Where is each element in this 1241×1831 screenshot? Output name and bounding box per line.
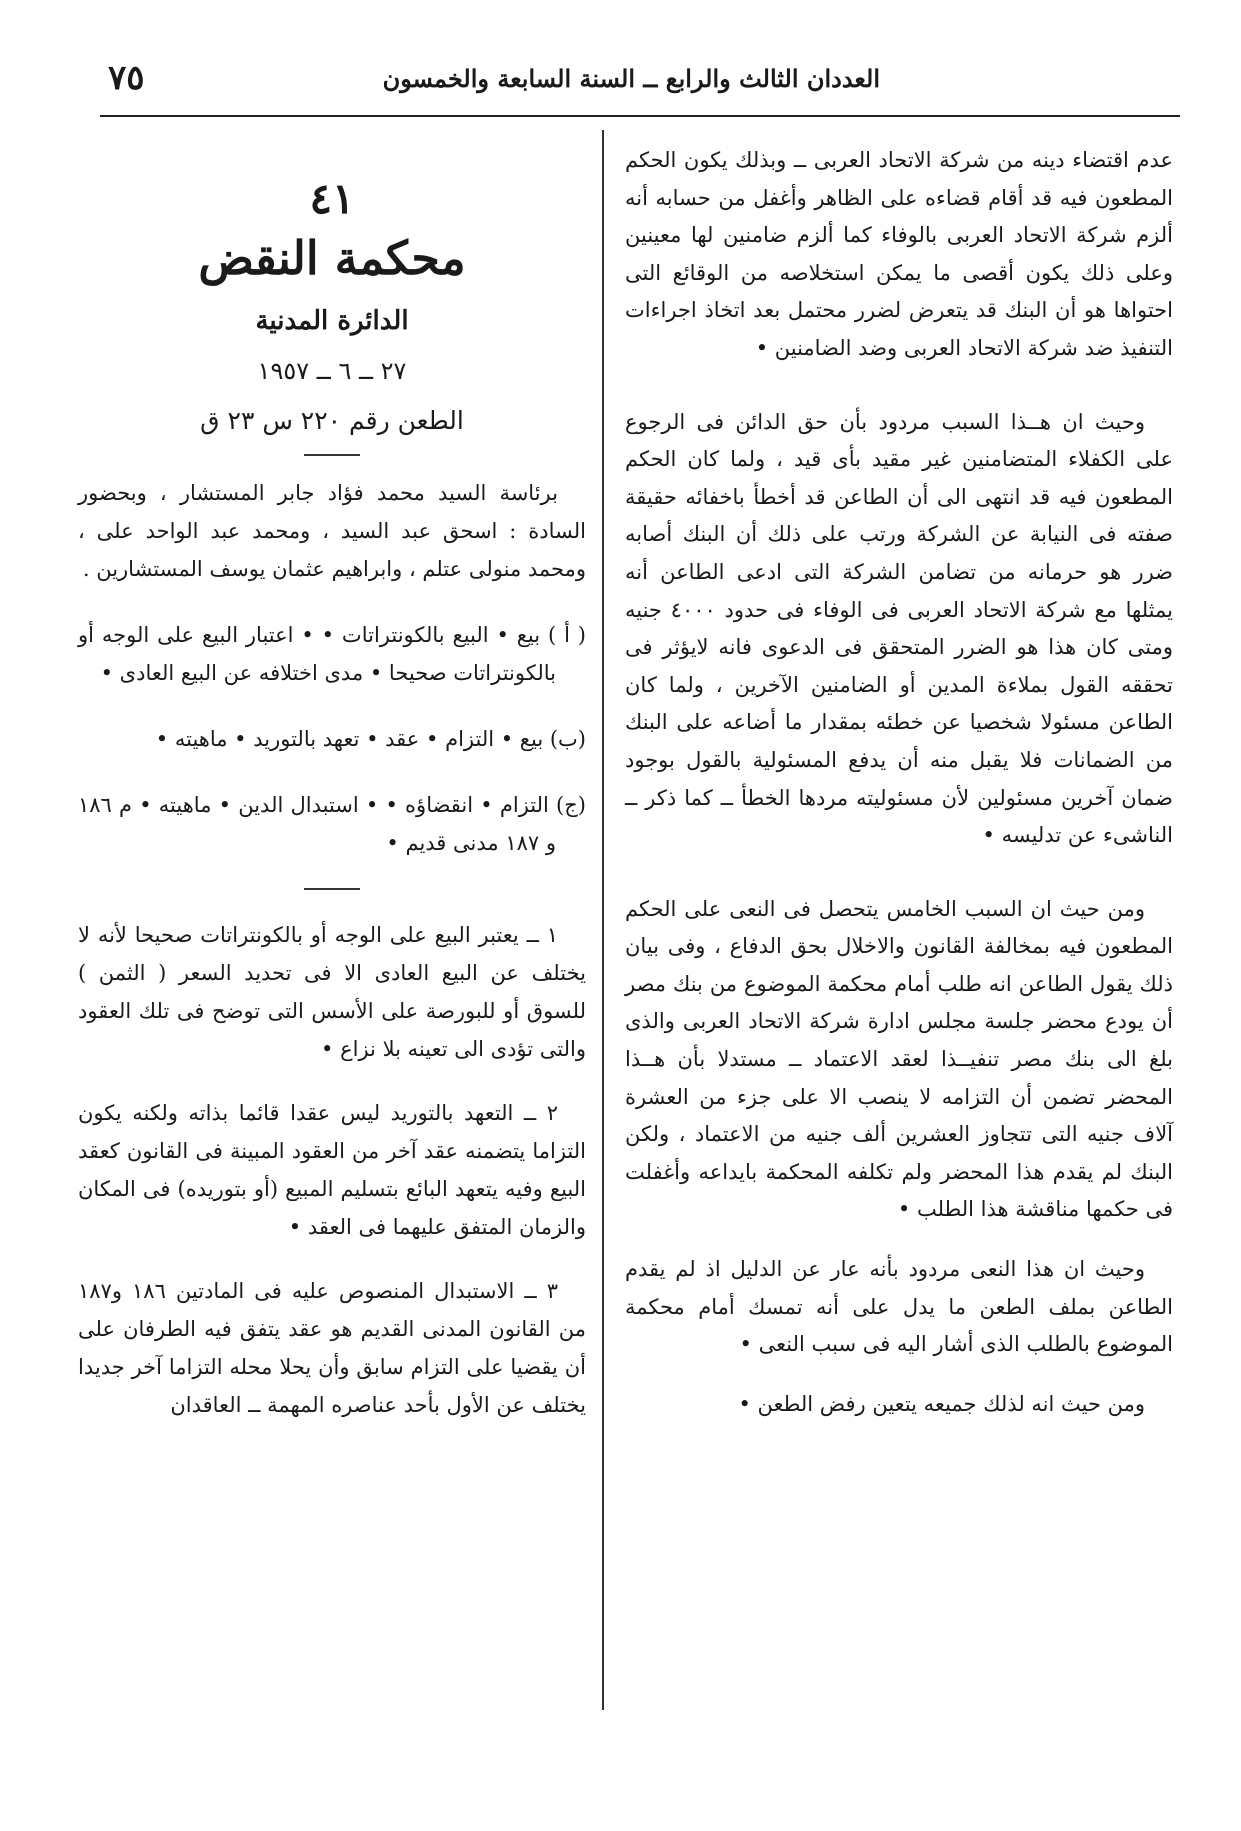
right-column: [625, 142, 1173, 1423]
column-divider: [602, 130, 604, 1710]
paragraph: ومن حيث ان السبب الخامس يتحصل فى النعى على الحكم المطعون فيه بمخالفة القانون والاخلال بحق الدفاع ، وفى بيان ذلك يقول الطاعن انه طلب أمام محكمة الموضوع من بنك مصر أن يودع محضر جلسة مجلس ادارة شركة الاتحاد العربى والذى بلغ الى بنك مصر تنفيــذا لعقد الاعتماد ــ مستدلا بأن هــذا المحضر تضمن أن التزامه لا ينصب الا على جزء من العشرة آلاف جنيه التى تتجاوز العشرين ألف جنيه من الاعتماد ، ولكن البنك لم يقدم هذا المحضر ولم تكلفه المحكمة بايداعه وأغفلت فى حكمها مناقشة هذا الطلب •: [625, 896, 1173, 1222]
appeal-number: الطعن رقم ٢٢٠ س ٢٣ ق: [200, 406, 464, 435]
page-header: [100, 58, 1180, 106]
principle-1: ١ ــ يعتبر البيع على الوجه أو بالكونتراتات صحيحا لأنه لا يختلف عن البيع العادى الا فى تحديد السعر ( الثمن ) للسوق أو للبورصة على الأسس التى توضح فى تلك العقود والتى تؤدى الى تعينه بلا نزاع •: [78, 923, 586, 1061]
page-number: ٧٥: [108, 58, 145, 98]
paragraph: ومن حيث انه لذلك جميعه يتعين رفض الطعن •: [738, 1391, 1145, 1416]
circuit-name: الدائرة المدنية: [255, 306, 409, 336]
principle-2: ٢ ــ التعهد بالتوريد ليس عقدا قائما بذاته ولكنه يكون التزاما يتضمنه عقد آخر من العقود المبينة فى القانون كعقد البيع وفيه يتعهد البائع بتسليم المبيع (أو بتوريده) فى المكان والزمان المتفق عليهما فى العقد •: [78, 1101, 586, 1239]
paragraph: عدم اقتضاء دينه من شركة الاتحاد العربى ــ وبذلك يكون الحكم المطعون فيه قد أقام قضاءه على الظاهر وأغفل من حسابه أنه ألزم شركة الاتحاد العربى بالوفاء كما ألزم ضامنين لها معينين وعلى ذلك يكون أقصى ما يمكن استخلاصه من الوقائع التى احتواها هو أن البنك قد يتعرض لضرر محتمل بعد اتخاذ اجراءات التنفيذ ضد شركة الاتحاد العربى وضد الضامنين •: [625, 148, 1173, 360]
judgment-date: ٢٧ ــ ٦ ــ ١٩٥٧: [257, 357, 407, 385]
header-rule: [100, 115, 1180, 117]
topic-a: ( أ ) بيع • البيع بالكونتراتات • • اعتبار البيع على الوجه أو بالكونتراتات صحيحا • مدى اختلافه عن البيع العادى •: [78, 623, 586, 685]
section-rule: [304, 888, 360, 890]
principle-3: ٣ ــ الاستبدال المنصوص عليه فى المادتين ١٨٦ و١٨٧ من القانون المدنى القديم هو عقد يتفق فيه الطرفان على أن يقضيا على التزام سابق وأن يحلا محله التزاما آخر جديدا يختلف عن الأول بأحد عناصره المهمة ــ العاقدان: [78, 1279, 586, 1417]
topic-b: (ب) بيع • التزام • عقد • تعهد بالتوريد • ماهيته •: [155, 727, 586, 751]
topic-c: (ج) التزام • انقضاؤه • • استبدال الدين • ماهيته • م ١٨٦ و ١٨٧ مدنى قديم •: [78, 793, 586, 855]
section-rule: [304, 454, 360, 456]
left-column: [78, 174, 586, 1424]
paragraph: وحيث ان هذا النعى مردود بأنه عار عن الدليل اذ لم يقدم الطاعن بملف الطعن ما يدل على أنه تمسك أمام محكمة الموضوع بالطلب الذى أشار اليه فى سبب النعى •: [625, 1257, 1173, 1357]
paragraph: وحيث ان هــذا السبب مردود بأن حق الدائن فى الرجوع على الكفلاء المتضامنين غير مقيد بأى قيد ، ولما كان الحكم المطعون فيه قد انتهى الى أن الطاعن قد أخطأ باخفائه حقيقة صفته فى النيابة عن الشركة ورتب على ذلك أن البنك أصابه ضرر هو حرمانه من تضامن الشركة التى ادعى الطاعن أنه يمثلها مع شركة الاتحاد العربى فى الوفاء فى حدود ٤٠٠٠ جنيه ومتى كان هذا هو الضرر المتحقق فى الدعوى فانه لايؤثر فى تحققه القول بملاءة المدين أو الضامنين الآخرين ، ولما كان الطاعن مسئولا شخصيا عن خطئه بمقدار ما أضاعه على البنك من الضمانات فلا يقبل منه أن يدفع المسئولية بالقول بوجود ضمان آخرين مسئولين لأن مسئوليته مردها الخطأ ــ كما ذكر ــ الناشىء عن تدليسه •: [625, 409, 1174, 848]
bench-composition: برئاسة السيد محمد فؤاد جابر المستشار ، وبحضور السادة : اسحق عبد السيد ، ومحمد عبد الواحد على ، ومحمد منولى عتلم ، وابراهيم عثمان يوسف المستشارين .: [78, 481, 586, 581]
case-number: ٤١: [309, 174, 355, 223]
court-name: محكمة النقض: [198, 231, 466, 285]
journal-issue-title: العددان الثالث والرابع ــ السنة السابعة والخمسون: [382, 64, 880, 93]
